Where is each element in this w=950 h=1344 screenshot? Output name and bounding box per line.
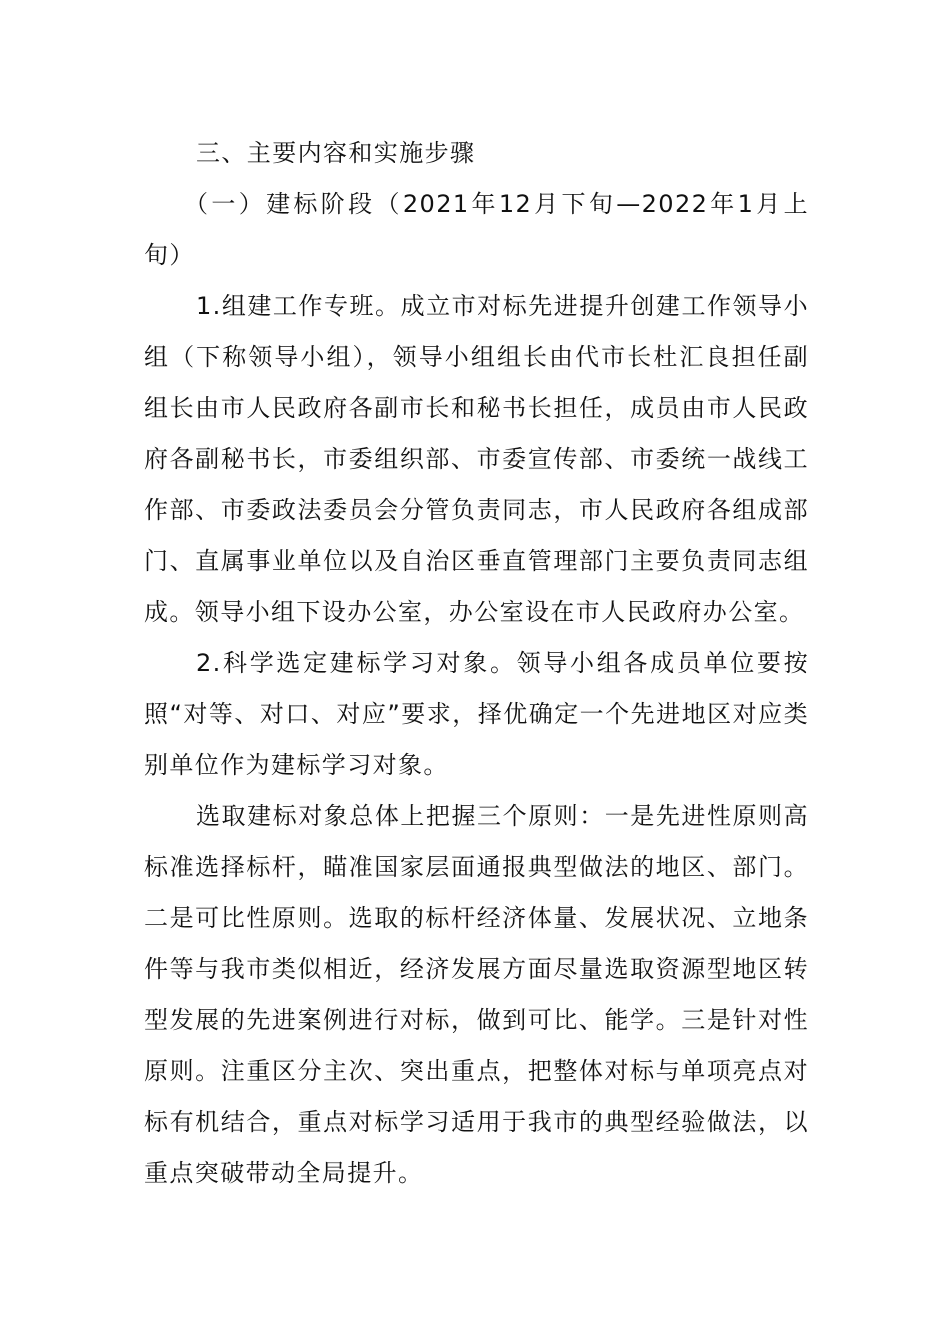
- subsection-heading: （一）建标阶段（2021年12月下旬—2022年1月上旬）: [144, 190, 809, 269]
- paragraph-work-team: 1.组建工作专班。成立市对标先进提升创建工作领导小组（下称领导小组），领导小组组长由代市长杜汇良担任副组长由市人民政府各副市长和秘书长担任，成员由市人民政府各副秘书长，市委组织部、市委宣传部、市委统一战线工作部、市委政法委员会分管负责同志，市人民政府各组成部门、直属事业单位以及自治区垂直管理部门主要负责同志组成。领导小组下设办公室，办公室设在市人民政府办公室。: [144, 292, 809, 626]
- section-heading: 三、主要内容和实施步骤: [196, 139, 476, 167]
- paragraph-select-target: 2.科学选定建标学习对象。领导小组各成员单位要按照“对等、对口、对应”要求，择优确定一个先进地区对应类别单位作为建标学习对象。: [144, 649, 809, 779]
- paragraph-principles: 选取建标对象总体上把握三个原则：一是先进性原则高标准选择标杆，瞄准国家层面通报典型做法的地区、部门。二是可比性原则。选取的标杆经济体量、发展状况、立地条件等与我市类似相近，经济发展方面尽量选取资源型地区转型发展的先进案例进行对标，做到可比、能学。三是针对性原则。注重区分主次、突出重点，把整体对标与单项亮点对标有机结合，重点对标学习适用于我市的典型经验做法，以重点突破带动全局提升。: [144, 802, 809, 1187]
- document-body: [144, 128, 809, 1199]
